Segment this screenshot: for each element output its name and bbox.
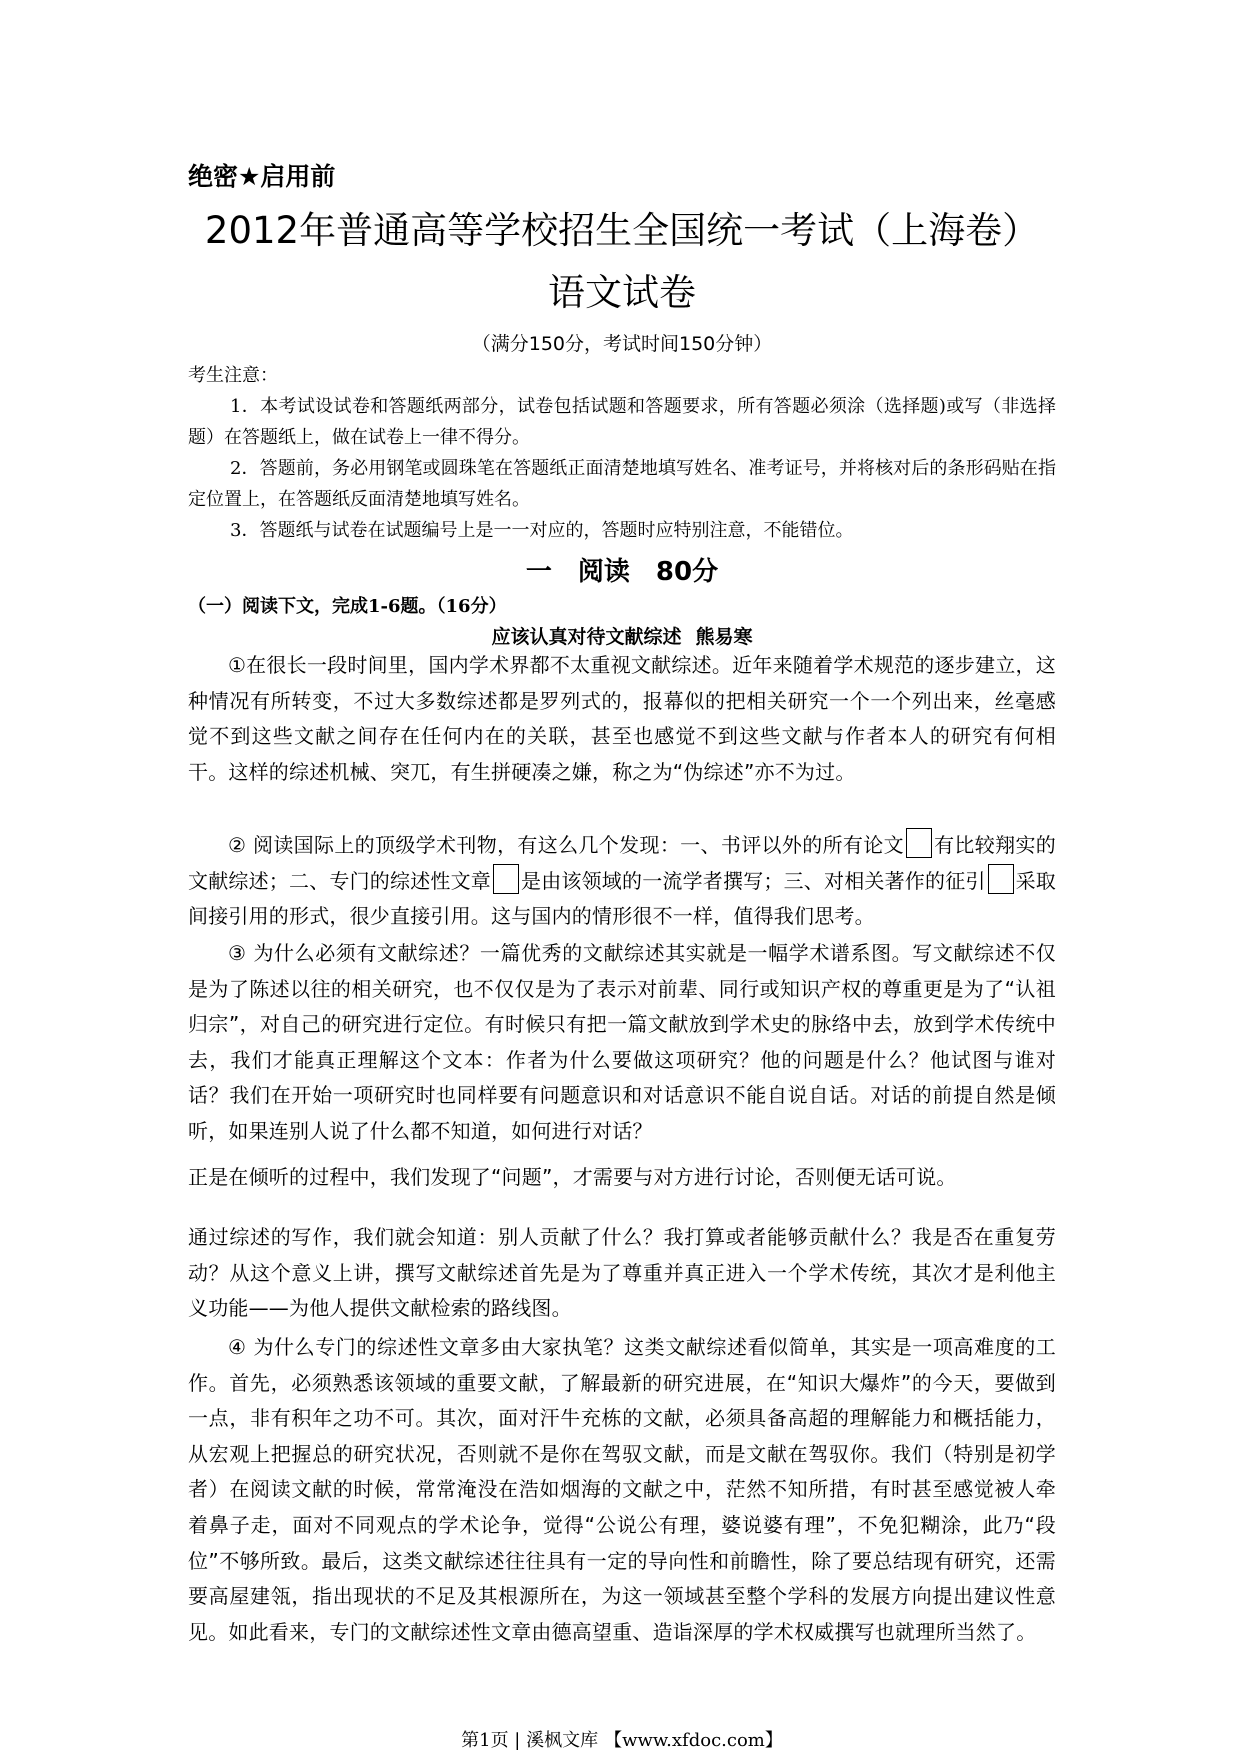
paragraph-5: 通过综述的写作，我们就会知道：别人贡献了什么？我打算或者能够贡献什么？我是否在重复劳动？从这个意义上讲，撰写文献综述首先是为了尊重并真正进入一个学术传统，其次才是利他主义功能——为他人提供文献检索的路线图。: [188, 1225, 1056, 1321]
paragraph-2: [188, 828, 1056, 935]
page-footer: [188, 1728, 1056, 1754]
paragraph-3: ③ 为什么必须有文献综述？一篇优秀的文献综述其实就是一幅学术谱系图。写文献综述不仅是为了陈述以往的相关研究，也不仅仅是为了表示对前辈、同行或知识产权的尊重更是为了“认祖归宗”，对自己的研究进行定位。有时候只有把一篇文献放到学术史的脉络中去，放到学术传统中去，我们才能真正理解这个文本：作者为什么要做这项研究？他的问题是什么？他试图与谁对话？我们在开始一项研究时也同样要有问题意识和对话意识不能自说自话。对话的前提自然是倾听，如果连别人说了什么都不知道，如何进行对话？: [188, 941, 1056, 1143]
fill-blank-box-3: [988, 864, 1014, 894]
subject-title: 语文试卷: [548, 271, 696, 314]
article-title-text: 应该认真对待文献综述: [491, 626, 682, 648]
fill-blank-box-2: [493, 864, 519, 894]
paragraph-2-part-a: ② 阅读国际上的顶级学术刊物，有这么几个发现：一、书评以外的所有论文: [228, 833, 904, 857]
classified-label: 绝密★启用前: [188, 162, 336, 191]
notice-item-1: 1．本考试设试卷和答题纸两部分，试卷包括试题和答题要求，所有答题必须涂（选择题)或写（非选择题）在答题纸上，做在试卷上一律不得分。: [188, 396, 1056, 448]
exam-title: 2012年普通高等学校招生全国统一考试（上海卷）: [204, 209, 1040, 252]
paragraph-2-part-d: 采取间接引用的形式，很少直接引用。这与国内的情形很不一样，值得我们思考。: [188, 868, 1057, 929]
part-heading: （一）阅读下文，完成1-6题。（16分）: [188, 596, 507, 617]
article-author: 熊易寒: [695, 626, 753, 648]
notice-item-3: 3．答题纸与试卷在试题编号上是一一对应的，答题时应特别注意，不能错位。: [230, 520, 854, 541]
paragraph-6: ④ 为什么专门的综述性文章多由大家执笔？这类文献综述看似简单，其实是一项高难度的工作。首先，必须熟悉该领域的重要文献，了解最新的研究进展，在“知识大爆炸”的今天，要做到一点，非有积年之功不可。其次，面对汗牛充栋的文献，必须具备高超的理解能力和概括能力，从宏观上把握总的研究状况，否则就不是你在驾驭文献，而是文献在驾驭你。我们（特别是初学者）在阅读文献的时候，常常淹没在浩如烟海的文献之中，茫然不知所措，有时甚至感觉被人牵着鼻子走，面对不同观点的学术论争，觉得“公说公有理，婆说婆有理”，不免犯糊涂，此乃“段位”不够所致。最后，这类文献综述往往具有一定的导向性和前瞻性，除了要总结现有研究，还需要高屋建瓴，指出现状的不足及其根源所在，为这一领域甚至整个学科的发展方向提出建议性意见。如此看来，专门的文献综述性文章由德高望重、造诣深厚的学术权威撰写也就理所当然了。: [188, 1335, 1056, 1644]
footer-page-label: 第1页 | 溪枫文库: [461, 1730, 599, 1751]
paragraph-2-part-c: 是由该领域的一流学者撰写；三、对相关著作的征引: [521, 868, 986, 893]
paragraph-2-part-b: 有比较翔实的文献综述；二、专门的综述性文章: [188, 833, 1056, 893]
score-note: （满分150分，考试时间150分钟）: [471, 333, 773, 355]
notice-item-2: 2．答题前，务必用钢笔或圆珠笔在答题纸正面清楚地填写姓名、准考证号，并将核对后的条形码贴在指定位置上，在答题纸反面清楚地填写姓名。: [188, 458, 1056, 510]
notice-heading: 考生注意：: [188, 365, 278, 386]
paragraph-1: ①在很长一段时间里，国内学术界都不太重视文献综述。近年来随着学术规范的逐步建立，这种情况有所转变，不过大多数综述都是罗列式的，报幕似的把相关研究一个一个列出来，丝毫感觉不到这些文献之间存在任何内在的关联，甚至也感觉不到这些文献与作者本人的研究有何相干。这样的综述机械、突兀，有生拼硬凑之嫌，称之为“伪综述”亦不为过。: [188, 653, 1056, 784]
footer-site-link[interactable]: 【www.xfdoc.com】: [604, 1730, 783, 1751]
section-heading: 一 阅读 80分: [525, 557, 719, 587]
paragraph-4: 正是在倾听的过程中，我们发现了“问题”，才需要与对方进行讨论，否则便无话可说。: [188, 1165, 957, 1189]
candidate-notice: [188, 360, 1056, 546]
fill-blank-box-1: [906, 828, 932, 858]
exam-page: [188, 0, 1056, 1754]
